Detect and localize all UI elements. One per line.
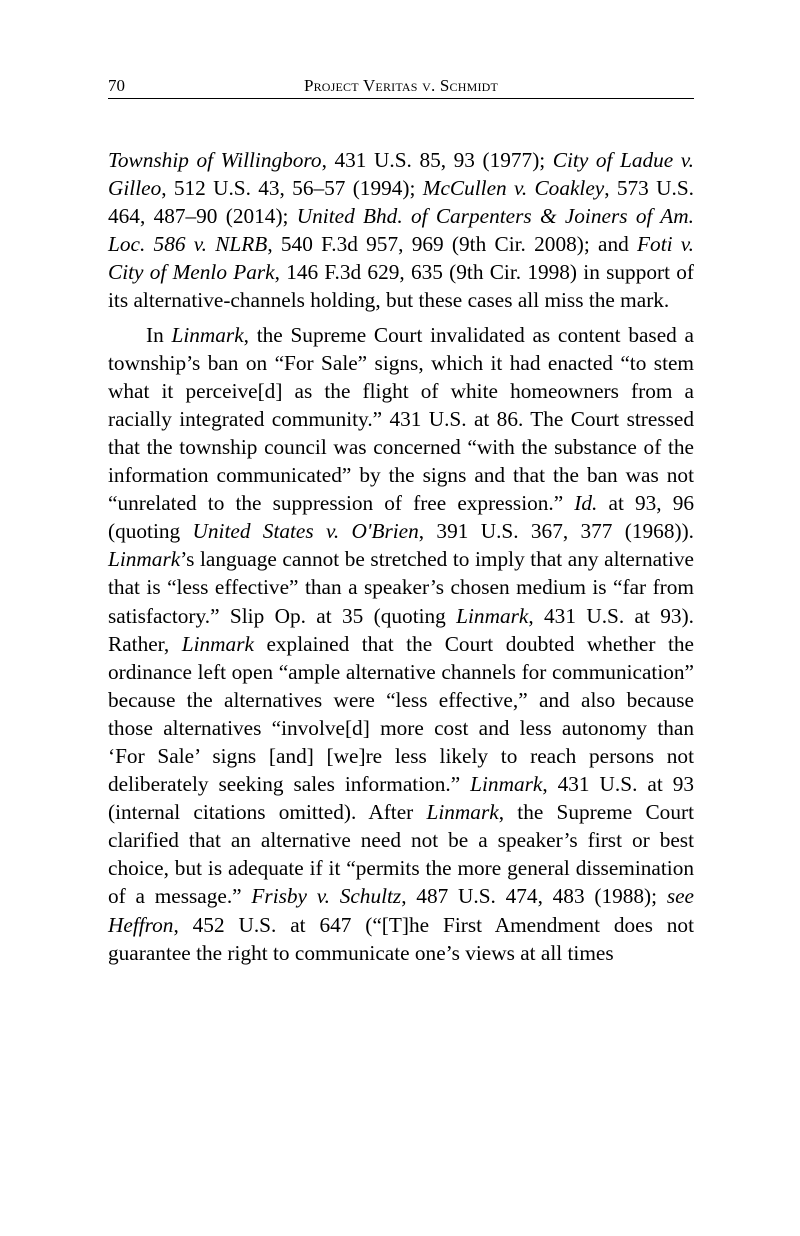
- body-text: [108, 146, 694, 967]
- text-segment: , the Supreme Court clarified that an alternative need not be a speaker’s first or best choice, but is adequate if it “permits the more general dissemination of a message.”: [108, 800, 694, 909]
- italic-citation-text: see Heffron: [108, 884, 695, 937]
- italic-citation-text: Id.: [574, 491, 598, 516]
- italic-citation-text: United Bhd. of Carpenters & Joiners of Am. Loc. 586 v. NLRB: [108, 204, 695, 257]
- paragraph: [108, 146, 694, 315]
- italic-citation-text: Linmark: [456, 603, 529, 628]
- text-segment: , 431 U.S. at 93). Rather,: [108, 603, 694, 656]
- text-segment: ’s language cannot be stretched to imply that any alternative that is “less effective” than a speaker’s chosen medium is “far from satisfactory.” Slip Op. at 35 (quoting: [108, 547, 694, 628]
- italic-citation-text: Linmark: [470, 772, 543, 797]
- italic-citation-text: Linmark: [426, 800, 499, 825]
- text-segment: , 146 F.3d 629, 635 (9th Cir. 1998) in support of its alternative-channels holding, but these cases all miss the mark.: [108, 260, 694, 313]
- page-header: [108, 76, 694, 99]
- text-segment: In: [146, 322, 172, 347]
- text-segment: , 540 F.3d 957, 969 (9th Cir. 2008); and: [267, 232, 638, 257]
- italic-citation-text: Linmark: [108, 547, 181, 572]
- text-segment: , 431 U.S. at 93 (internal citations omitted). After: [108, 772, 695, 825]
- italic-citation-text: Township of Willingboro: [108, 148, 322, 172]
- italic-citation-text: United States v. O'Brien: [192, 519, 419, 544]
- text-segment: , 391 U.S. 367, 377 (1968)).: [418, 519, 694, 544]
- italic-citation-text: City of Ladue v. Gilleo: [108, 148, 694, 201]
- text-segment: explained that the Court doubted whether the ordinance left open “ample alternative channels for communication” because the alternatives were “less effective,” and also because those alternatives “involve[d] more cost and less autonomy than ‘For Sale’ signs [and] [we]re less likely to reach persons not deliberately seeking sales information.”: [108, 631, 694, 797]
- italic-citation-text: Foti v. City of Menlo Park: [108, 232, 695, 285]
- text-segment: at 93, 96 (quoting: [108, 491, 694, 544]
- page-number: 70: [108, 76, 125, 95]
- paragraph: [108, 321, 694, 967]
- running-title: Project Veritas v. Schmidt: [303, 76, 499, 95]
- text-segment: , 452 U.S. at 647 (“[T]he First Amendment does not guarantee the right to communicate one’s views at all times: [108, 912, 694, 965]
- italic-citation-text: Linmark: [181, 631, 254, 656]
- text-segment: , 487 U.S. 474, 483 (1988);: [401, 884, 667, 909]
- italic-citation-text: McCullen v. Coakley: [422, 176, 605, 201]
- text-segment: , the Supreme Court invalidated as content based a township’s ban on “For Sale” signs, which it had enacted “to stem what it perceive[d] as the flight of white homeowners from a racially integrated community.” 431 U.S. at 86. The Court stressed that the township council was concerned “with the substance of the information communicated” by the signs and that the ban was not “unrelated to the suppression of free expression.”: [108, 322, 694, 516]
- text-segment: , 573 U.S. 464, 487–90 (2014);: [108, 176, 694, 229]
- italic-citation-text: Linmark: [171, 322, 244, 347]
- italic-citation-text: Frisby v. Schultz: [251, 884, 402, 909]
- text-segment: , 431 U.S. 85, 93 (1977);: [321, 148, 553, 172]
- text-segment: , 512 U.S. 43, 56–57 (1994);: [161, 176, 423, 201]
